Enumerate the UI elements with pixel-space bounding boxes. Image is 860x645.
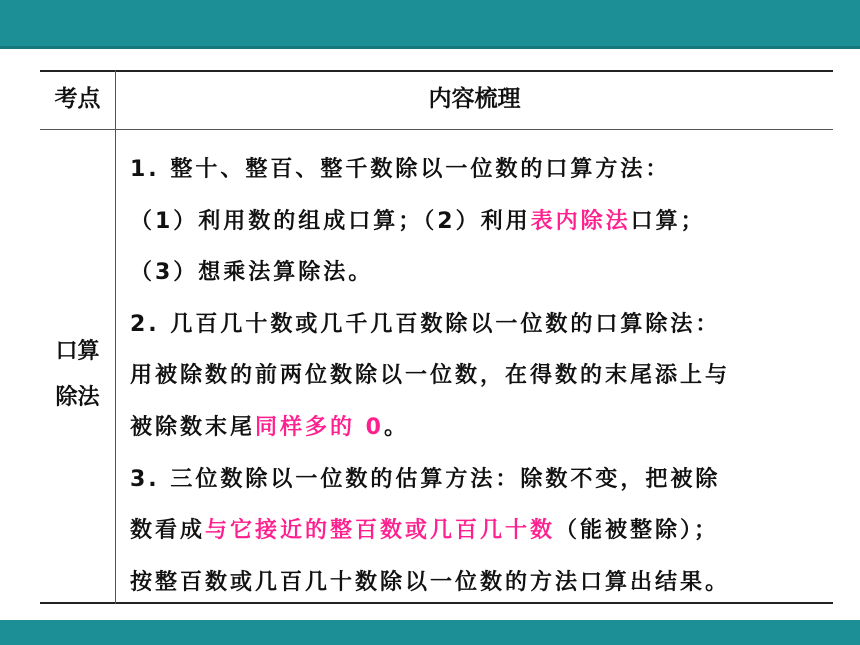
header-content: 内容梳理 [428, 86, 521, 112]
bottom-banner [0, 620, 860, 645]
content-cell [130, 144, 830, 608]
header-topic: 考点 [54, 86, 101, 112]
line-text-end: 。 [383, 414, 409, 440]
line-text: 被除数末尾 [130, 414, 256, 440]
topic-line-1: 口算 [55, 339, 100, 364]
column-divider [115, 70, 116, 604]
header-rule [40, 129, 833, 130]
content-line-3 [130, 247, 830, 299]
line-text-end: （能被整除）； [555, 518, 720, 544]
line-text: （1）利用数的组成口算；（2）利用 [130, 208, 531, 234]
highlight-text: 表内除法 [530, 208, 631, 234]
highlight-text: 与它接近的整百数或几百几十数 [205, 518, 556, 544]
line-text-end: 口算； [630, 208, 706, 234]
line-text: 2. 几百几十数或几千几百数除以一位数的口算除法： [130, 311, 721, 337]
topic-cell [40, 329, 115, 421]
content-line-2 [130, 196, 830, 248]
topic-line-2: 除法 [55, 385, 100, 410]
line-text: 1. 整十、整百、整千数除以一位数的口算方法： [130, 157, 671, 182]
content-line-6 [130, 402, 830, 454]
line-text: 数看成 [130, 518, 206, 544]
content-table [40, 70, 833, 604]
line-text: 用被除数的前两位数除以一位数，在得数的末尾添上与 [130, 363, 731, 389]
highlight-text: 同样多的 0 [255, 414, 384, 440]
content-line-1 [130, 144, 830, 196]
line-text: 按整百数或几百几十数除以一位数的方法口算出结果。 [130, 569, 731, 595]
content-line-5 [130, 350, 830, 402]
line-text: （3）想乘法算除法。 [130, 260, 374, 286]
content-line-8 [130, 505, 830, 557]
content-line-9 [130, 557, 830, 609]
top-banner [0, 0, 860, 49]
content-line-7 [130, 454, 830, 506]
banner-divider [0, 46, 860, 49]
line-text: 3. 三位数除以一位数的估算方法：除数不变，把被除 [130, 466, 721, 492]
content-line-4 [130, 299, 830, 351]
